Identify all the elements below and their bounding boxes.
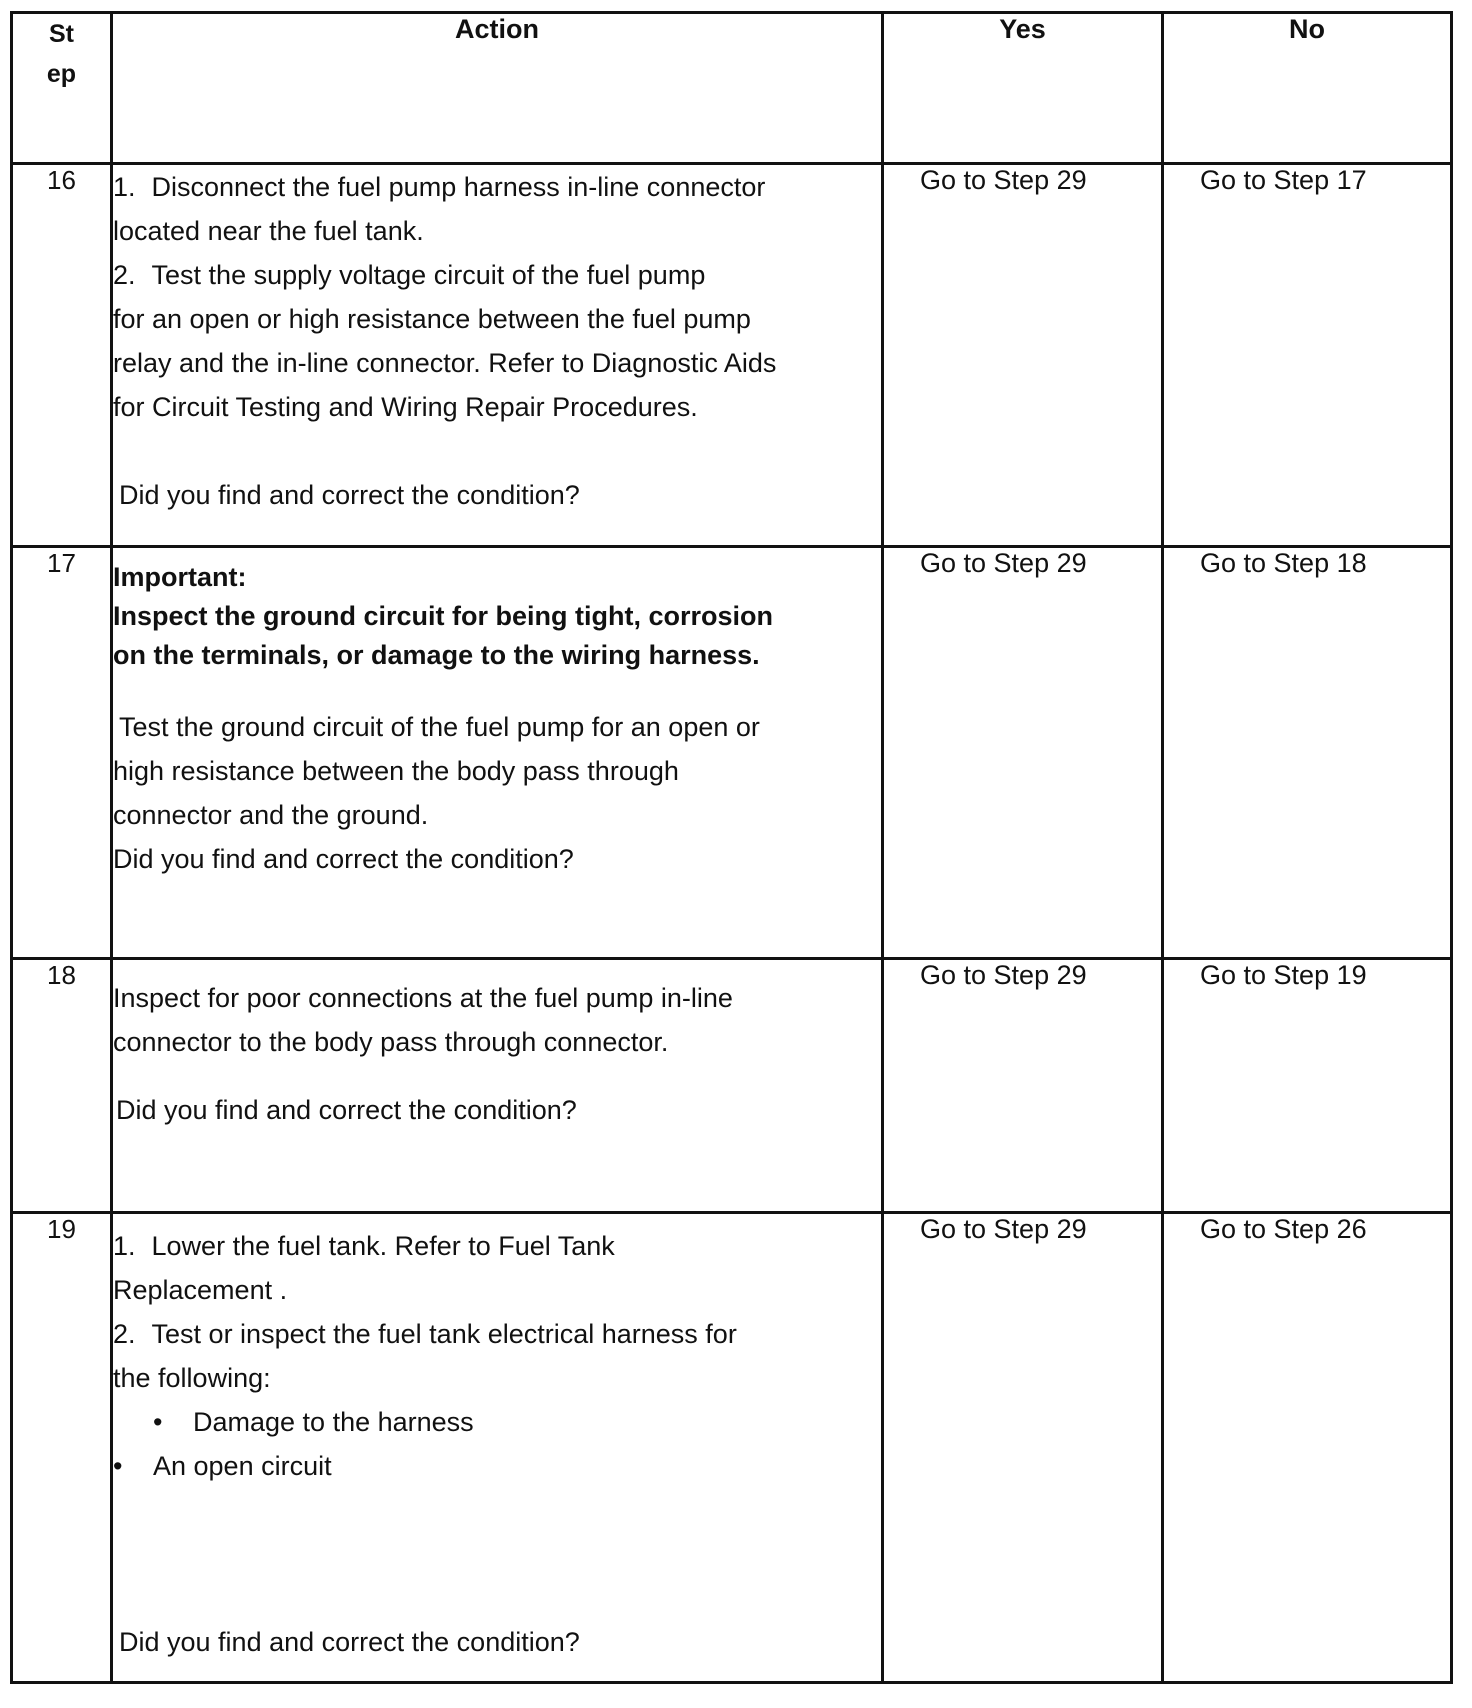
- step-number: 19: [12, 1213, 112, 1683]
- table-row: [12, 547, 1452, 959]
- action-question: Did you find and correct the condition?: [113, 844, 574, 874]
- diagnostic-table-page: [10, 11, 1450, 1681]
- action-line: 1. Lower the fuel tank. Refer to Fuel Tank: [113, 1231, 615, 1261]
- diagnostic-table: [10, 11, 1453, 1684]
- no-result: Go to Step 19: [1163, 959, 1452, 1213]
- action-cell: [112, 959, 883, 1213]
- no-result: Go to Step 17: [1163, 164, 1452, 547]
- yes-result: Go to Step 29: [883, 1213, 1163, 1683]
- header-no: No: [1163, 13, 1452, 164]
- no-result: Go to Step 18: [1163, 547, 1452, 959]
- action-line: Inspect for poor connections at the fuel pump in-line: [113, 983, 733, 1013]
- action-line: 2. Test or inspect the fuel tank electrical harness for: [113, 1319, 737, 1349]
- action-line: Test the ground circuit of the fuel pump for an open or: [119, 712, 760, 742]
- action-line: the following:: [113, 1363, 271, 1393]
- header-action: Action: [112, 13, 883, 164]
- action-question: Did you find and correct the condition?: [119, 480, 580, 510]
- action-line: Replacement .: [113, 1275, 288, 1305]
- table-row: [12, 164, 1452, 547]
- action-cell: [112, 547, 883, 959]
- action-question: Did you find and correct the condition?: [119, 1627, 580, 1657]
- list-number: 1.: [113, 1231, 136, 1261]
- yes-result: Go to Step 29: [883, 547, 1163, 959]
- important-text: on the terminals, or damage to the wiring harness.: [113, 640, 760, 670]
- list-number: 2.: [113, 1319, 136, 1349]
- action-line: 2. Test the supply voltage circuit of the fuel pump: [113, 260, 706, 290]
- action-line: relay and the in-line connector. Refer to Diagnostic Aids: [113, 348, 777, 378]
- action-question: Did you find and correct the condition?: [116, 1095, 577, 1125]
- header-step-line-2: ep: [46, 60, 77, 88]
- action-cell: [112, 164, 883, 547]
- header-row: [12, 13, 1452, 164]
- action-line: located near the fuel tank.: [113, 216, 424, 246]
- list-item: • An open circuit: [113, 1444, 881, 1488]
- no-result: Go to Step 26: [1163, 1213, 1452, 1683]
- bullet-icon: •: [113, 1451, 123, 1481]
- step-number: 17: [12, 547, 112, 959]
- yes-result: Go to Step 29: [883, 164, 1163, 547]
- list-item: • Damage to the harness: [113, 1400, 881, 1444]
- important-label: Important:: [113, 562, 247, 592]
- table-row: [12, 1213, 1452, 1683]
- step-number: 16: [12, 164, 112, 547]
- action-line: 1. Disconnect the fuel pump harness in-line connector: [113, 172, 766, 202]
- action-line: for Circuit Testing and Wiring Repair Procedures.: [113, 392, 698, 422]
- list-number: 2.: [113, 260, 136, 290]
- yes-result: Go to Step 29: [883, 959, 1163, 1213]
- action-cell: [112, 1213, 883, 1683]
- header-step: [12, 13, 112, 164]
- step-number: 18: [12, 959, 112, 1213]
- action-line: for an open or high resistance between the fuel pump: [113, 304, 751, 334]
- action-line: connector to the body pass through connector.: [113, 1027, 669, 1057]
- header-yes: Yes: [883, 13, 1163, 164]
- list-number: 1.: [113, 172, 136, 202]
- bullet-icon: •: [153, 1407, 163, 1437]
- header-step-line-1: St: [49, 20, 74, 48]
- table-row: [12, 959, 1452, 1213]
- action-line: connector and the ground.: [113, 800, 429, 830]
- action-line: high resistance between the body pass through: [113, 756, 679, 786]
- important-text: Inspect the ground circuit for being tight, corrosion: [113, 601, 774, 631]
